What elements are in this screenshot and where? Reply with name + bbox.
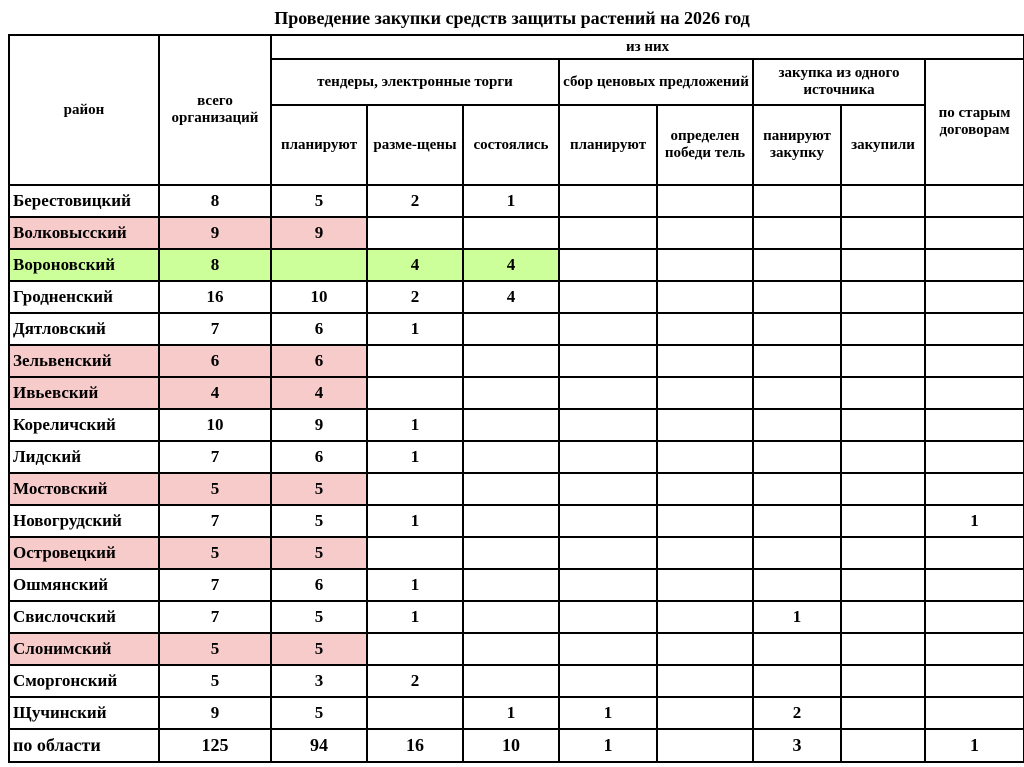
- header-price-plan: планируют: [559, 105, 657, 185]
- cell-old-contracts: [925, 633, 1024, 665]
- cell-single-plan: [753, 505, 841, 537]
- header-price-group: сбор ценовых предложений: [559, 59, 753, 105]
- cell-old-contracts: [925, 409, 1024, 441]
- cell-price-winner: [657, 441, 753, 473]
- cell-single-bought: [841, 345, 925, 377]
- cell-price-winner: [657, 569, 753, 601]
- cell-single-plan: 2: [753, 697, 841, 729]
- table-row: [9, 505, 1024, 537]
- table-row: [9, 345, 1024, 377]
- cell-single-bought: [841, 249, 925, 281]
- cell-tenders-plan: 5: [271, 473, 367, 505]
- cell-single-plan: [753, 185, 841, 217]
- cell-old-contracts: [925, 185, 1024, 217]
- cell-price-winner: [657, 345, 753, 377]
- cell-total: 9: [159, 217, 271, 249]
- table-row: [9, 569, 1024, 601]
- cell-tenders-done: [463, 569, 559, 601]
- cell-single-bought: [841, 473, 925, 505]
- cell-price-plan: [559, 409, 657, 441]
- cell-tenders-placed: 16: [367, 729, 463, 762]
- header-tenders-placed: разме-щены: [367, 105, 463, 185]
- header-single-plan: панируют закупку: [753, 105, 841, 185]
- cell-old-contracts: [925, 537, 1024, 569]
- cell-price-plan: 1: [559, 697, 657, 729]
- cell-total: 6: [159, 345, 271, 377]
- cell-tenders-placed: 2: [367, 281, 463, 313]
- cell-tenders-plan: 5: [271, 697, 367, 729]
- header-total-orgs: всего организаций: [159, 35, 271, 185]
- cell-single-bought: [841, 217, 925, 249]
- cell-district: Вороновский: [9, 249, 159, 281]
- cell-tenders-placed: [367, 377, 463, 409]
- cell-single-plan: [753, 569, 841, 601]
- table-row: [9, 185, 1024, 217]
- cell-district: Ошмянский: [9, 569, 159, 601]
- cell-tenders-done: 4: [463, 249, 559, 281]
- cell-single-bought: [841, 633, 925, 665]
- cell-total: 5: [159, 473, 271, 505]
- table-row: [9, 249, 1024, 281]
- cell-district: Кореличский: [9, 409, 159, 441]
- cell-district: Дятловский: [9, 313, 159, 345]
- cell-tenders-done: [463, 313, 559, 345]
- cell-total: 7: [159, 601, 271, 633]
- cell-single-plan: [753, 217, 841, 249]
- cell-tenders-plan: 5: [271, 537, 367, 569]
- cell-old-contracts: [925, 281, 1024, 313]
- totals-row: [9, 729, 1024, 762]
- cell-price-winner: [657, 185, 753, 217]
- cell-price-winner: [657, 217, 753, 249]
- cell-tenders-done: [463, 441, 559, 473]
- cell-price-plan: [559, 569, 657, 601]
- table-body: [9, 185, 1024, 762]
- cell-total: 8: [159, 249, 271, 281]
- cell-price-winner: [657, 377, 753, 409]
- cell-total: 9: [159, 697, 271, 729]
- cell-tenders-done: 4: [463, 281, 559, 313]
- cell-tenders-plan: 5: [271, 505, 367, 537]
- cell-total: 5: [159, 665, 271, 697]
- cell-old-contracts: [925, 569, 1024, 601]
- cell-single-plan: 3: [753, 729, 841, 762]
- cell-total: 16: [159, 281, 271, 313]
- cell-old-contracts: [925, 377, 1024, 409]
- cell-old-contracts: [925, 249, 1024, 281]
- cell-price-winner: [657, 249, 753, 281]
- header-district: район: [9, 35, 159, 185]
- cell-old-contracts: [925, 441, 1024, 473]
- cell-price-winner: [657, 633, 753, 665]
- cell-district: по области: [9, 729, 159, 762]
- cell-district: Островецкий: [9, 537, 159, 569]
- cell-old-contracts: [925, 313, 1024, 345]
- cell-tenders-done: [463, 601, 559, 633]
- page-title: Проведение закупки средств защиты растений на 2026 год: [274, 8, 750, 28]
- cell-tenders-plan: [271, 249, 367, 281]
- cell-total: 10: [159, 409, 271, 441]
- cell-price-plan: [559, 633, 657, 665]
- cell-price-plan: [559, 217, 657, 249]
- cell-tenders-plan: 4: [271, 377, 367, 409]
- cell-tenders-placed: 1: [367, 441, 463, 473]
- cell-district: Лидский: [9, 441, 159, 473]
- cell-district: Новогрудский: [9, 505, 159, 537]
- cell-tenders-plan: 9: [271, 217, 367, 249]
- cell-district: Свислочский: [9, 601, 159, 633]
- cell-tenders-placed: 1: [367, 569, 463, 601]
- cell-single-plan: 1: [753, 601, 841, 633]
- cell-total: 4: [159, 377, 271, 409]
- table-header: [9, 35, 1024, 185]
- cell-price-winner: [657, 313, 753, 345]
- cell-district: Слонимский: [9, 633, 159, 665]
- cell-single-bought: [841, 377, 925, 409]
- cell-total: 5: [159, 633, 271, 665]
- cell-price-plan: [559, 185, 657, 217]
- cell-district: Зельвенский: [9, 345, 159, 377]
- cell-tenders-done: [463, 537, 559, 569]
- cell-district: Гродненский: [9, 281, 159, 313]
- cell-single-plan: [753, 537, 841, 569]
- table-row: [9, 409, 1024, 441]
- cell-single-bought: [841, 281, 925, 313]
- cell-tenders-done: [463, 377, 559, 409]
- cell-total: 8: [159, 185, 271, 217]
- cell-tenders-placed: 1: [367, 409, 463, 441]
- cell-price-winner: [657, 281, 753, 313]
- cell-price-winner: [657, 537, 753, 569]
- header-tenders-done: состоялись: [463, 105, 559, 185]
- cell-price-winner: [657, 729, 753, 762]
- cell-tenders-plan: 6: [271, 345, 367, 377]
- cell-single-bought: [841, 601, 925, 633]
- cell-tenders-placed: [367, 537, 463, 569]
- cell-tenders-done: [463, 217, 559, 249]
- cell-price-plan: [559, 473, 657, 505]
- cell-single-plan: [753, 345, 841, 377]
- cell-tenders-placed: 4: [367, 249, 463, 281]
- cell-single-plan: [753, 409, 841, 441]
- table-row: [9, 217, 1024, 249]
- cell-tenders-done: 1: [463, 185, 559, 217]
- cell-district: Ивьевский: [9, 377, 159, 409]
- cell-tenders-placed: [367, 217, 463, 249]
- cell-total: 7: [159, 569, 271, 601]
- cell-price-plan: [559, 313, 657, 345]
- cell-price-plan: [559, 505, 657, 537]
- cell-tenders-placed: [367, 345, 463, 377]
- cell-tenders-done: 10: [463, 729, 559, 762]
- cell-single-bought: [841, 441, 925, 473]
- cell-price-plan: [559, 601, 657, 633]
- cell-tenders-plan: 94: [271, 729, 367, 762]
- cell-total: 5: [159, 537, 271, 569]
- cell-tenders-done: [463, 345, 559, 377]
- cell-tenders-done: [463, 665, 559, 697]
- cell-tenders-done: [463, 409, 559, 441]
- header-tenders-group: тендеры, электронные торги: [271, 59, 559, 105]
- cell-total: 7: [159, 441, 271, 473]
- cell-old-contracts: [925, 601, 1024, 633]
- cell-tenders-done: [463, 633, 559, 665]
- cell-tenders-plan: 6: [271, 441, 367, 473]
- table-row: [9, 281, 1024, 313]
- cell-single-plan: [753, 249, 841, 281]
- cell-price-plan: [559, 345, 657, 377]
- cell-tenders-done: [463, 473, 559, 505]
- cell-price-winner: [657, 665, 753, 697]
- table-row: [9, 473, 1024, 505]
- cell-price-winner: [657, 505, 753, 537]
- cell-tenders-done: [463, 505, 559, 537]
- header-tenders-plan: планируют: [271, 105, 367, 185]
- cell-tenders-placed: [367, 697, 463, 729]
- cell-tenders-placed: 1: [367, 313, 463, 345]
- cell-price-plan: [559, 665, 657, 697]
- cell-single-bought: [841, 185, 925, 217]
- cell-single-bought: [841, 409, 925, 441]
- table-row: [9, 313, 1024, 345]
- cell-price-plan: [559, 441, 657, 473]
- cell-tenders-plan: 6: [271, 569, 367, 601]
- cell-single-plan: [753, 633, 841, 665]
- procurement-table: [8, 34, 1024, 763]
- cell-district: Щучинский: [9, 697, 159, 729]
- cell-single-plan: [753, 281, 841, 313]
- cell-old-contracts: [925, 473, 1024, 505]
- cell-single-plan: [753, 473, 841, 505]
- cell-price-winner: [657, 697, 753, 729]
- cell-tenders-placed: 2: [367, 665, 463, 697]
- cell-total: 7: [159, 505, 271, 537]
- cell-price-plan: 1: [559, 729, 657, 762]
- cell-single-bought: [841, 313, 925, 345]
- header-single-bought: закупили: [841, 105, 925, 185]
- header-single-source-group: закупка из одного источника: [753, 59, 925, 105]
- cell-tenders-plan: 5: [271, 185, 367, 217]
- table-row: [9, 441, 1024, 473]
- header-price-winner: определен победи тель: [657, 105, 753, 185]
- cell-district: Мостовский: [9, 473, 159, 505]
- table-row: [9, 377, 1024, 409]
- cell-tenders-placed: 1: [367, 505, 463, 537]
- cell-old-contracts: [925, 217, 1024, 249]
- table-row: [9, 537, 1024, 569]
- header-old-contracts: по старым договорам: [925, 59, 1024, 185]
- cell-district: Волковысский: [9, 217, 159, 249]
- cell-tenders-placed: 2: [367, 185, 463, 217]
- cell-tenders-plan: 3: [271, 665, 367, 697]
- cell-tenders-placed: [367, 473, 463, 505]
- table-row: [9, 665, 1024, 697]
- cell-price-winner: [657, 601, 753, 633]
- cell-district: Берестовицкий: [9, 185, 159, 217]
- cell-tenders-plan: 9: [271, 409, 367, 441]
- cell-old-contracts: 1: [925, 729, 1024, 762]
- cell-tenders-plan: 6: [271, 313, 367, 345]
- cell-tenders-done: 1: [463, 697, 559, 729]
- cell-total: 125: [159, 729, 271, 762]
- table-row: [9, 601, 1024, 633]
- cell-tenders-plan: 10: [271, 281, 367, 313]
- cell-single-bought: [841, 665, 925, 697]
- cell-tenders-placed: 1: [367, 601, 463, 633]
- cell-single-bought: [841, 729, 925, 762]
- cell-tenders-placed: [367, 633, 463, 665]
- cell-price-winner: [657, 473, 753, 505]
- cell-single-plan: [753, 665, 841, 697]
- cell-tenders-plan: 5: [271, 601, 367, 633]
- cell-single-plan: [753, 377, 841, 409]
- cell-old-contracts: 1: [925, 505, 1024, 537]
- cell-single-plan: [753, 441, 841, 473]
- cell-price-plan: [559, 281, 657, 313]
- cell-price-plan: [559, 377, 657, 409]
- cell-total: 7: [159, 313, 271, 345]
- header-of-them: из них: [271, 35, 1024, 59]
- cell-old-contracts: [925, 665, 1024, 697]
- cell-old-contracts: [925, 697, 1024, 729]
- cell-district: Сморгонский: [9, 665, 159, 697]
- cell-price-winner: [657, 409, 753, 441]
- cell-single-plan: [753, 313, 841, 345]
- table-row: [9, 633, 1024, 665]
- cell-old-contracts: [925, 345, 1024, 377]
- table-row: [9, 697, 1024, 729]
- cell-single-bought: [841, 537, 925, 569]
- cell-single-bought: [841, 569, 925, 601]
- cell-single-bought: [841, 697, 925, 729]
- cell-price-plan: [559, 537, 657, 569]
- cell-price-plan: [559, 249, 657, 281]
- cell-tenders-plan: 5: [271, 633, 367, 665]
- cell-single-bought: [841, 505, 925, 537]
